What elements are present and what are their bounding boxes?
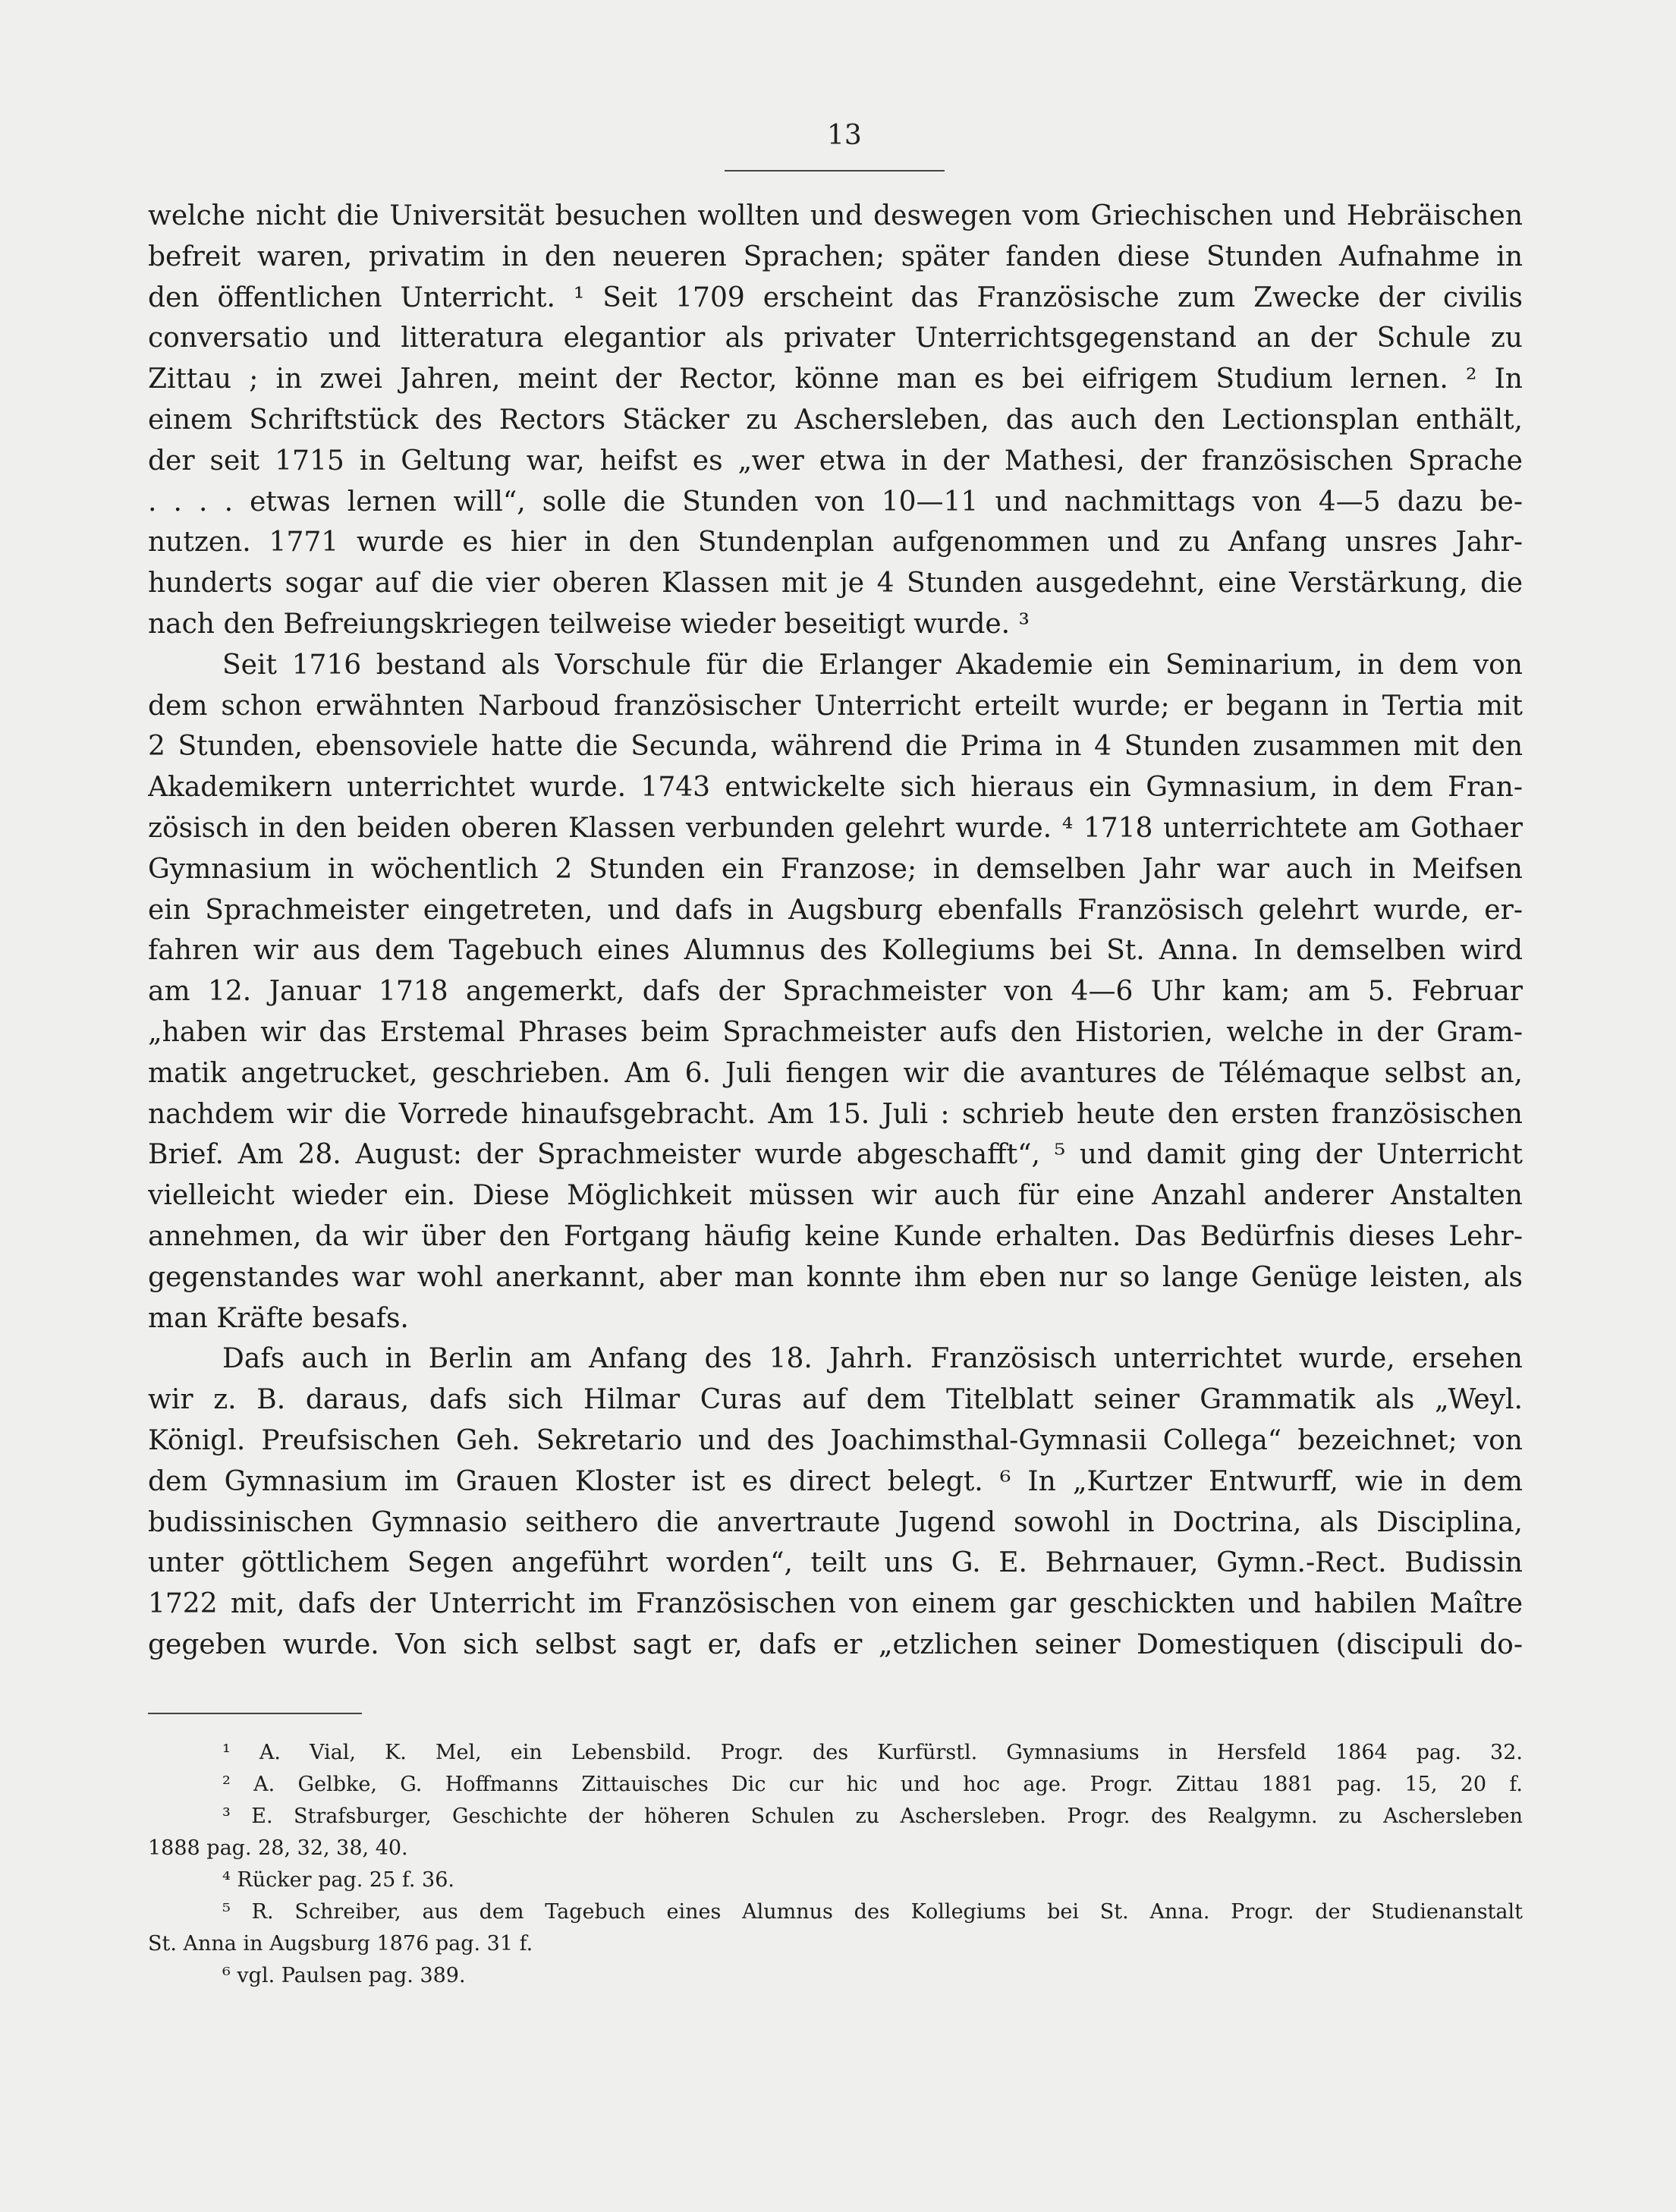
text-line: budissinischen Gymnasio seithero die anvertraute Jugend sowohl in Doctrina, als Disciplina,	[148, 1506, 1523, 1538]
footnote-line: ¹ A. Vial, K. Mel, ein Lebensbild. Progr. des Kurfürstl. Gymnasiums in Hersfeld 1864 pag. 32.	[222, 1741, 1523, 1764]
footnote-rule	[148, 1713, 362, 1714]
text-line: dem Gymnasium im Grauen Kloster ist es direct belegt. ⁶ In „Kurtzer Entwurff, wie in dem	[148, 1465, 1523, 1497]
text-line: hunderts sogar auf die vier oberen Klassen mit je 4 Stunden ausgedehnt, eine Verstärkung, die	[148, 568, 1523, 599]
text-line: vielleicht wieder ein. Diese Möglichkeit müssen wir auch für eine Anzahl anderer Anstalten	[148, 1180, 1523, 1212]
text-line: 2 Stunden, ebensoviele hatte die Secunda, während die Prima in 4 Stunden zusammen mit den	[148, 731, 1523, 763]
footnote-line: ⁶ vgl. Paulsen pag. 389.	[222, 1964, 466, 1987]
text-line: conversatio und litteratura elegantior als privater Unterrichtsgegenstand an der Schule zu	[148, 323, 1523, 354]
text-line: gegenstandes war wohl anerkannt, aber man konnte ihm eben nur so lange Genüge leisten, als	[148, 1261, 1523, 1293]
page-number: 13	[827, 120, 862, 151]
text-line: nutzen. 1771 wurde es hier in den Stundenplan aufgenommen und zu Anfang unsres Jahr-	[148, 527, 1523, 559]
text-line: Brief. Am 28. August: der Sprachmeister wurde abgeschafft“, ⁵ und damit ging der Unterricht	[148, 1139, 1523, 1171]
text-line: unter göttlichem Segen angeführt worden“, teilt uns G. E. Behrnauer, Gymn.-Rect. Budissin	[148, 1547, 1523, 1579]
footnote-line: St. Anna in Augsburg 1876 pag. 31 f.	[148, 1932, 533, 1956]
text-line: wir z. B. daraus, dafs sich Hilmar Curas auf dem Titelblatt seiner Grammatik als „Weyl.	[148, 1384, 1523, 1416]
text-line: Königl. Preufsischen Geh. Sekretario und des Joachimsthal-Gymnasii Collega“ bezeichnet; von	[148, 1424, 1523, 1456]
footnote-line: 1888 pag. 28, 32, 38, 40.	[148, 1836, 408, 1860]
text-line: zösisch in den beiden oberen Klassen verbunden gelehrt wurde. ⁴ 1718 unterrichtete am Gothaer	[148, 812, 1523, 844]
text-line: ein Sprachmeister eingetreten, und dafs in Augsburg ebenfalls Französisch gelehrt wurde, er-	[148, 894, 1523, 926]
text-line: Dafs auch in Berlin am Anfang des 18. Jahrh. Französisch unterrichtet wurde, ersehen	[222, 1343, 1523, 1375]
text-line: einem Schriftstück des Rectors Stäcker zu Aschersleben, das auch den Lectionsplan enthält,	[148, 404, 1523, 436]
text-line: Akademikern unterrichtet wurde. 1743 entwickelte sich hieraus ein Gymnasium, in dem Fran-	[148, 772, 1523, 804]
footnote-line: ⁴ Rücker pag. 25 f. 36.	[222, 1868, 454, 1892]
header-rule	[725, 170, 945, 171]
footnote-line: ² A. Gelbke, G. Hoffmanns Zittauisches Dic cur hic und hoc age. Progr. Zittau 1881 pag. 15, 20 f.	[222, 1773, 1523, 1796]
text-line: am 12. Januar 1718 angemerkt, dafs der Sprachmeister von 4—6 Uhr kam; am 5. Februar	[148, 976, 1523, 1008]
text-line: 1722 mit, dafs der Unterricht im Französischen von einem gar geschickten und habilen Maître	[148, 1588, 1523, 1620]
footnote-line: ⁵ R. Schreiber, aus dem Tagebuch eines Alumnus des Kollegiums bei St. Anna. Progr. der Studienanstalt	[222, 1900, 1523, 1924]
text-line: den öffentlichen Unterricht. ¹ Seit 1709 erscheint das Französische zum Zwecke der civilis	[148, 282, 1523, 313]
text-line: fahren wir aus dem Tagebuch eines Alumnus des Kollegiums bei St. Anna. In demselben wird	[148, 935, 1523, 967]
footnote-line: ³ E. Strafsburger, Geschichte der höheren Schulen zu Aschersleben. Progr. des Realgymn. zu Aschersleben	[222, 1805, 1523, 1828]
text-line: annehmen, da wir über den Fortgang häufig keine Kunde erhalten. Das Bedürfnis dieses Lehr-	[148, 1220, 1523, 1252]
text-line: man Kräfte besafs.	[148, 1302, 409, 1334]
text-line: der seit 1715 in Geltung war, heifst es „wer etwa in der Mathesi, der französischen Sprache	[148, 445, 1523, 477]
text-line: Seit 1716 bestand als Vorschule für die Erlanger Akademie ein Seminarium, in dem von	[222, 649, 1523, 681]
text-line: matik angetrucket, geschrieben. Am 6. Juli fiengen wir die avantures de Télémaque selbst an,	[148, 1057, 1523, 1089]
text-line: Zittau ; in zwei Jahren, meint der Rector, könne man es bei eifrigem Studium lernen. ² In	[148, 363, 1523, 395]
text-line: welche nicht die Universität besuchen wollten und deswegen vom Griechischen und Hebräischen	[148, 200, 1523, 231]
text-line: gegeben wurde. Von sich selbst sagt er, dafs er „etzlichen seiner Domestiquen (discipuli do-	[148, 1628, 1523, 1660]
text-line: nachdem wir die Vorrede hinaufsgebracht. Am 15. Juli : schrieb heute den ersten französischen	[148, 1098, 1523, 1130]
body-text	[148, 196, 1523, 1666]
text-line: befreit waren, privatim in den neueren Sprachen; später fanden diese Stunden Aufnahme in	[148, 241, 1523, 272]
text-line: nach den Befreiungskriegen teilweise wieder beseitigt wurde. ³	[148, 608, 1030, 640]
footnotes	[148, 1737, 1523, 1992]
text-line: . . . . etwas lernen will“, solle die Stunden von 10—11 und nachmittags von 4—5 dazu be-	[148, 486, 1523, 518]
text-line: dem schon erwähnten Narboud französischer Unterricht erteilt wurde; er begann in Tertia mit	[148, 690, 1523, 722]
text-line: Gymnasium in wöchentlich 2 Stunden ein Franzose; in demselben Jahr war auch in Meifsen	[148, 853, 1523, 885]
text-line: „haben wir das Erstemal Phrases beim Sprachmeister aufs den Historien, welche in der Gram-	[148, 1016, 1523, 1048]
